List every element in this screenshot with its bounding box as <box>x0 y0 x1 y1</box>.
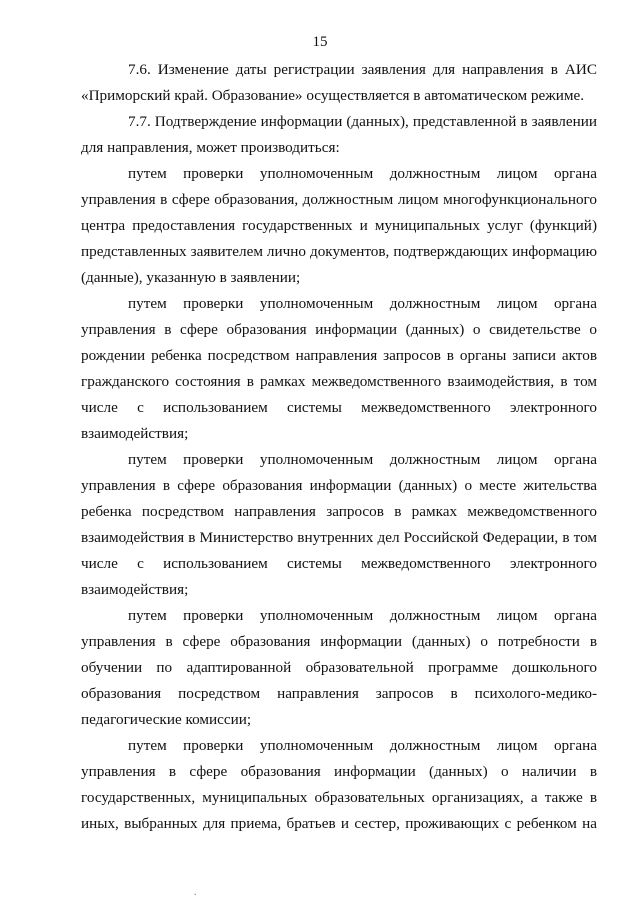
text-line: представленных заявителем лично документов, подтверждающих информацию <box>81 243 597 260</box>
text-line: ребенка посредством направления запросов в рамках межведомственного <box>81 503 597 520</box>
list-item <box>81 733 597 837</box>
text-line: путем проверки уполномоченным должностным лицом органа <box>128 451 597 468</box>
text-line: числе с использованием системы межведомственного электронного <box>81 399 597 416</box>
footer-mark: . <box>194 887 197 898</box>
paragraph-7-7 <box>81 109 597 161</box>
text-line: управления в сфере образования информации (данных) о наличии в <box>81 763 597 780</box>
text-line: числе с использованием системы межведомственного электронного <box>81 555 597 572</box>
text-line: взаимодействия; <box>81 581 189 598</box>
text-line: образования посредством направления запросов в психолого-медико- <box>81 685 597 702</box>
text-line: управления в сфере образования, должностным лицом многофункционального <box>81 191 597 208</box>
paragraph-7-6 <box>81 57 597 109</box>
text-line: педагогические комиссии; <box>81 711 252 728</box>
text-line: 7.7. Подтверждение информации (данных), представленной в заявлении <box>128 113 597 130</box>
text-line: управления в сфере образования информации (данных) о свидетельстве о <box>81 321 597 338</box>
text-line: взаимодействия в Министерство внутренних дел Российской Федерации, в том <box>81 529 597 546</box>
page-number: 15 <box>312 34 328 50</box>
text-line: путем проверки уполномоченным должностным лицом органа <box>128 607 597 624</box>
text-line: путем проверки уполномоченным должностным лицом органа <box>128 737 597 754</box>
list-item <box>81 291 597 447</box>
text-line: «Приморский край. Образование» осуществляется в автоматическом режиме. <box>81 87 585 104</box>
text-line: управления в сфере образования информации (данных) о потребности в <box>81 633 597 650</box>
text-line: путем проверки уполномоченным должностным лицом органа <box>128 165 597 182</box>
text-line: для направления, может производиться: <box>81 139 340 156</box>
list-item <box>81 161 597 291</box>
text-line: гражданского состояния в рамках межведомственного взаимодействия, в том <box>81 373 597 390</box>
text-line: обучении по адаптированной образовательной программе дошкольного <box>81 659 597 676</box>
text-line: иных, выбранных для приема, братьев и сестер, проживающих с ребенком на <box>81 815 597 832</box>
text-line: 7.6. Изменение даты регистрации заявления для направления в АИС <box>128 61 597 78</box>
list-item <box>81 603 597 733</box>
document-body <box>81 57 597 837</box>
text-line: (данные), указанную в заявлении; <box>81 269 301 286</box>
text-line: управления в сфере образования информации (данных) о месте жительства <box>81 477 597 494</box>
list-item <box>81 447 597 603</box>
text-line: путем проверки уполномоченным должностным лицом органа <box>128 295 597 312</box>
text-line: взаимодействия; <box>81 425 189 442</box>
text-line: рождении ребенка посредством направления запросов в органы записи актов <box>81 347 597 364</box>
text-line: государственных, муниципальных образовательных организациях, а также в <box>81 789 597 806</box>
text-line: центра предоставления государственных и муниципальных услуг (функций) <box>81 217 597 234</box>
